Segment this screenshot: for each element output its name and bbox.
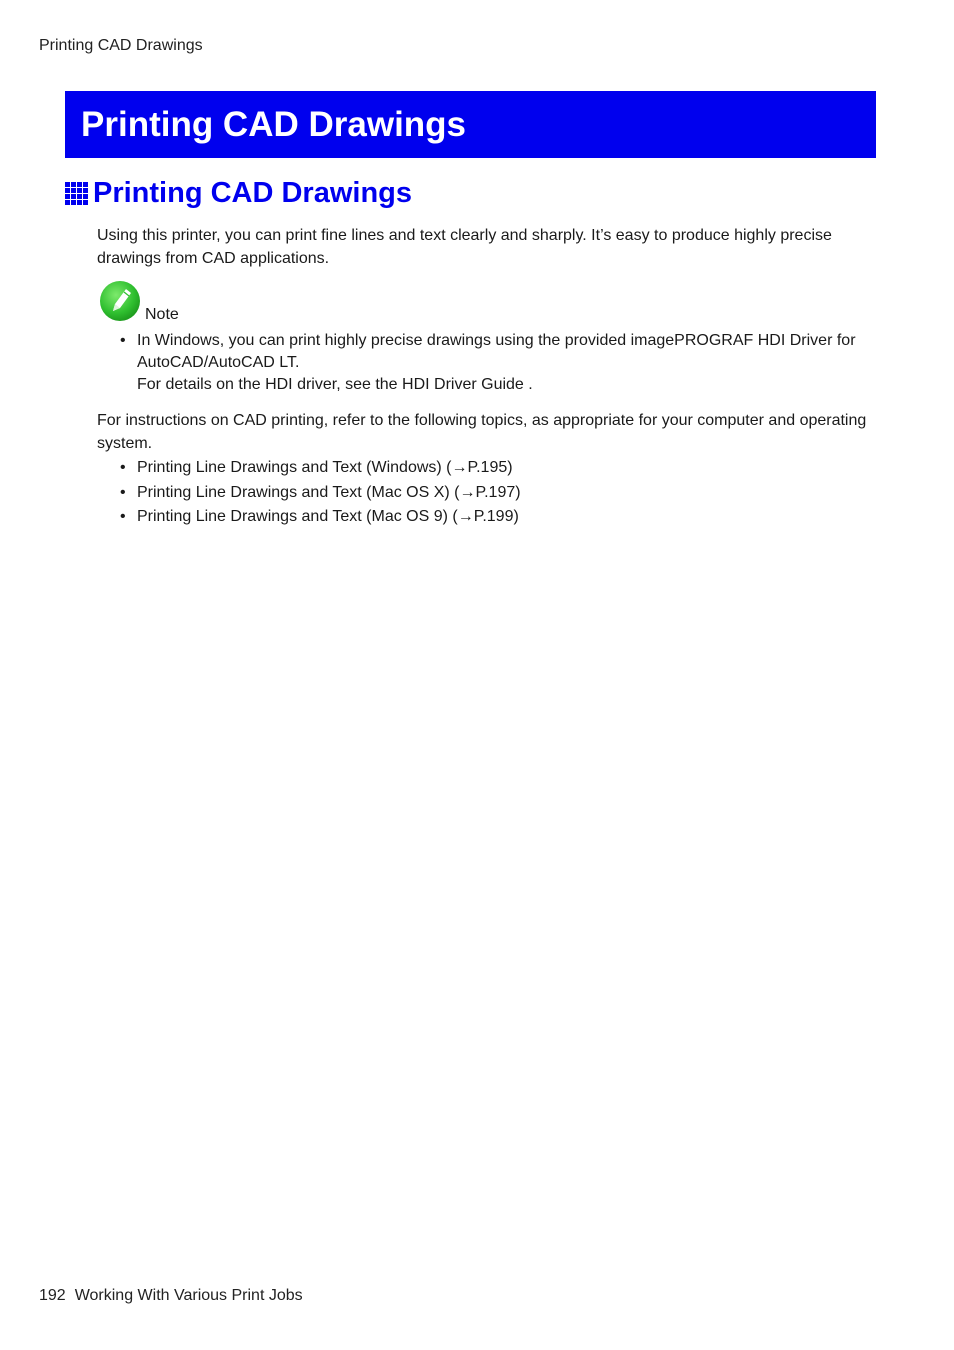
- note-list: [120, 330, 880, 396]
- pencil-note-icon: [99, 280, 141, 322]
- note-item-text: In Windows, you can print highly precise drawings using the provided imagePROGRAF HDI Driver for AutoCAD/AutoCAD LT.: [137, 332, 856, 371]
- topic-link-mac-os-9[interactable]: • Printing Line Drawings and Text (Mac OS 9) (→P.199): [120, 505, 521, 530]
- note-label: Note: [145, 306, 179, 323]
- footer-section: Working With Various Print Jobs: [74, 1287, 303, 1304]
- note-item-subtext: For details on the HDI driver, see the HDI Driver Guide .: [137, 376, 533, 393]
- intro-paragraph: Using this printer, you can print fine lines and text clearly and sharply. It’s easy to produce highly precise drawings from CAD applications.: [97, 227, 832, 267]
- chapter-title: Printing CAD Drawings: [81, 104, 467, 144]
- topic-list: [120, 456, 521, 530]
- page-number: 192: [39, 1287, 66, 1304]
- chapter-title-banner: [65, 91, 876, 158]
- running-header: Printing CAD Drawings: [39, 37, 203, 54]
- instructions-paragraph: For instructions on CAD printing, refer to the following topics, as appropriate for your computer and operating system.: [97, 412, 867, 452]
- section-title: Printing CAD Drawings: [93, 177, 413, 209]
- topic-link-windows[interactable]: • Printing Line Drawings and Text (Windows) (→P.195): [120, 456, 521, 481]
- topic-link-mac-os-x[interactable]: • Printing Line Drawings and Text (Mac OS X) (→P.197): [120, 481, 521, 506]
- note-header: [99, 280, 179, 322]
- grid-icon: [65, 182, 88, 205]
- page-footer: [39, 1287, 303, 1305]
- section-heading: [65, 177, 412, 210]
- list-item: [120, 330, 880, 396]
